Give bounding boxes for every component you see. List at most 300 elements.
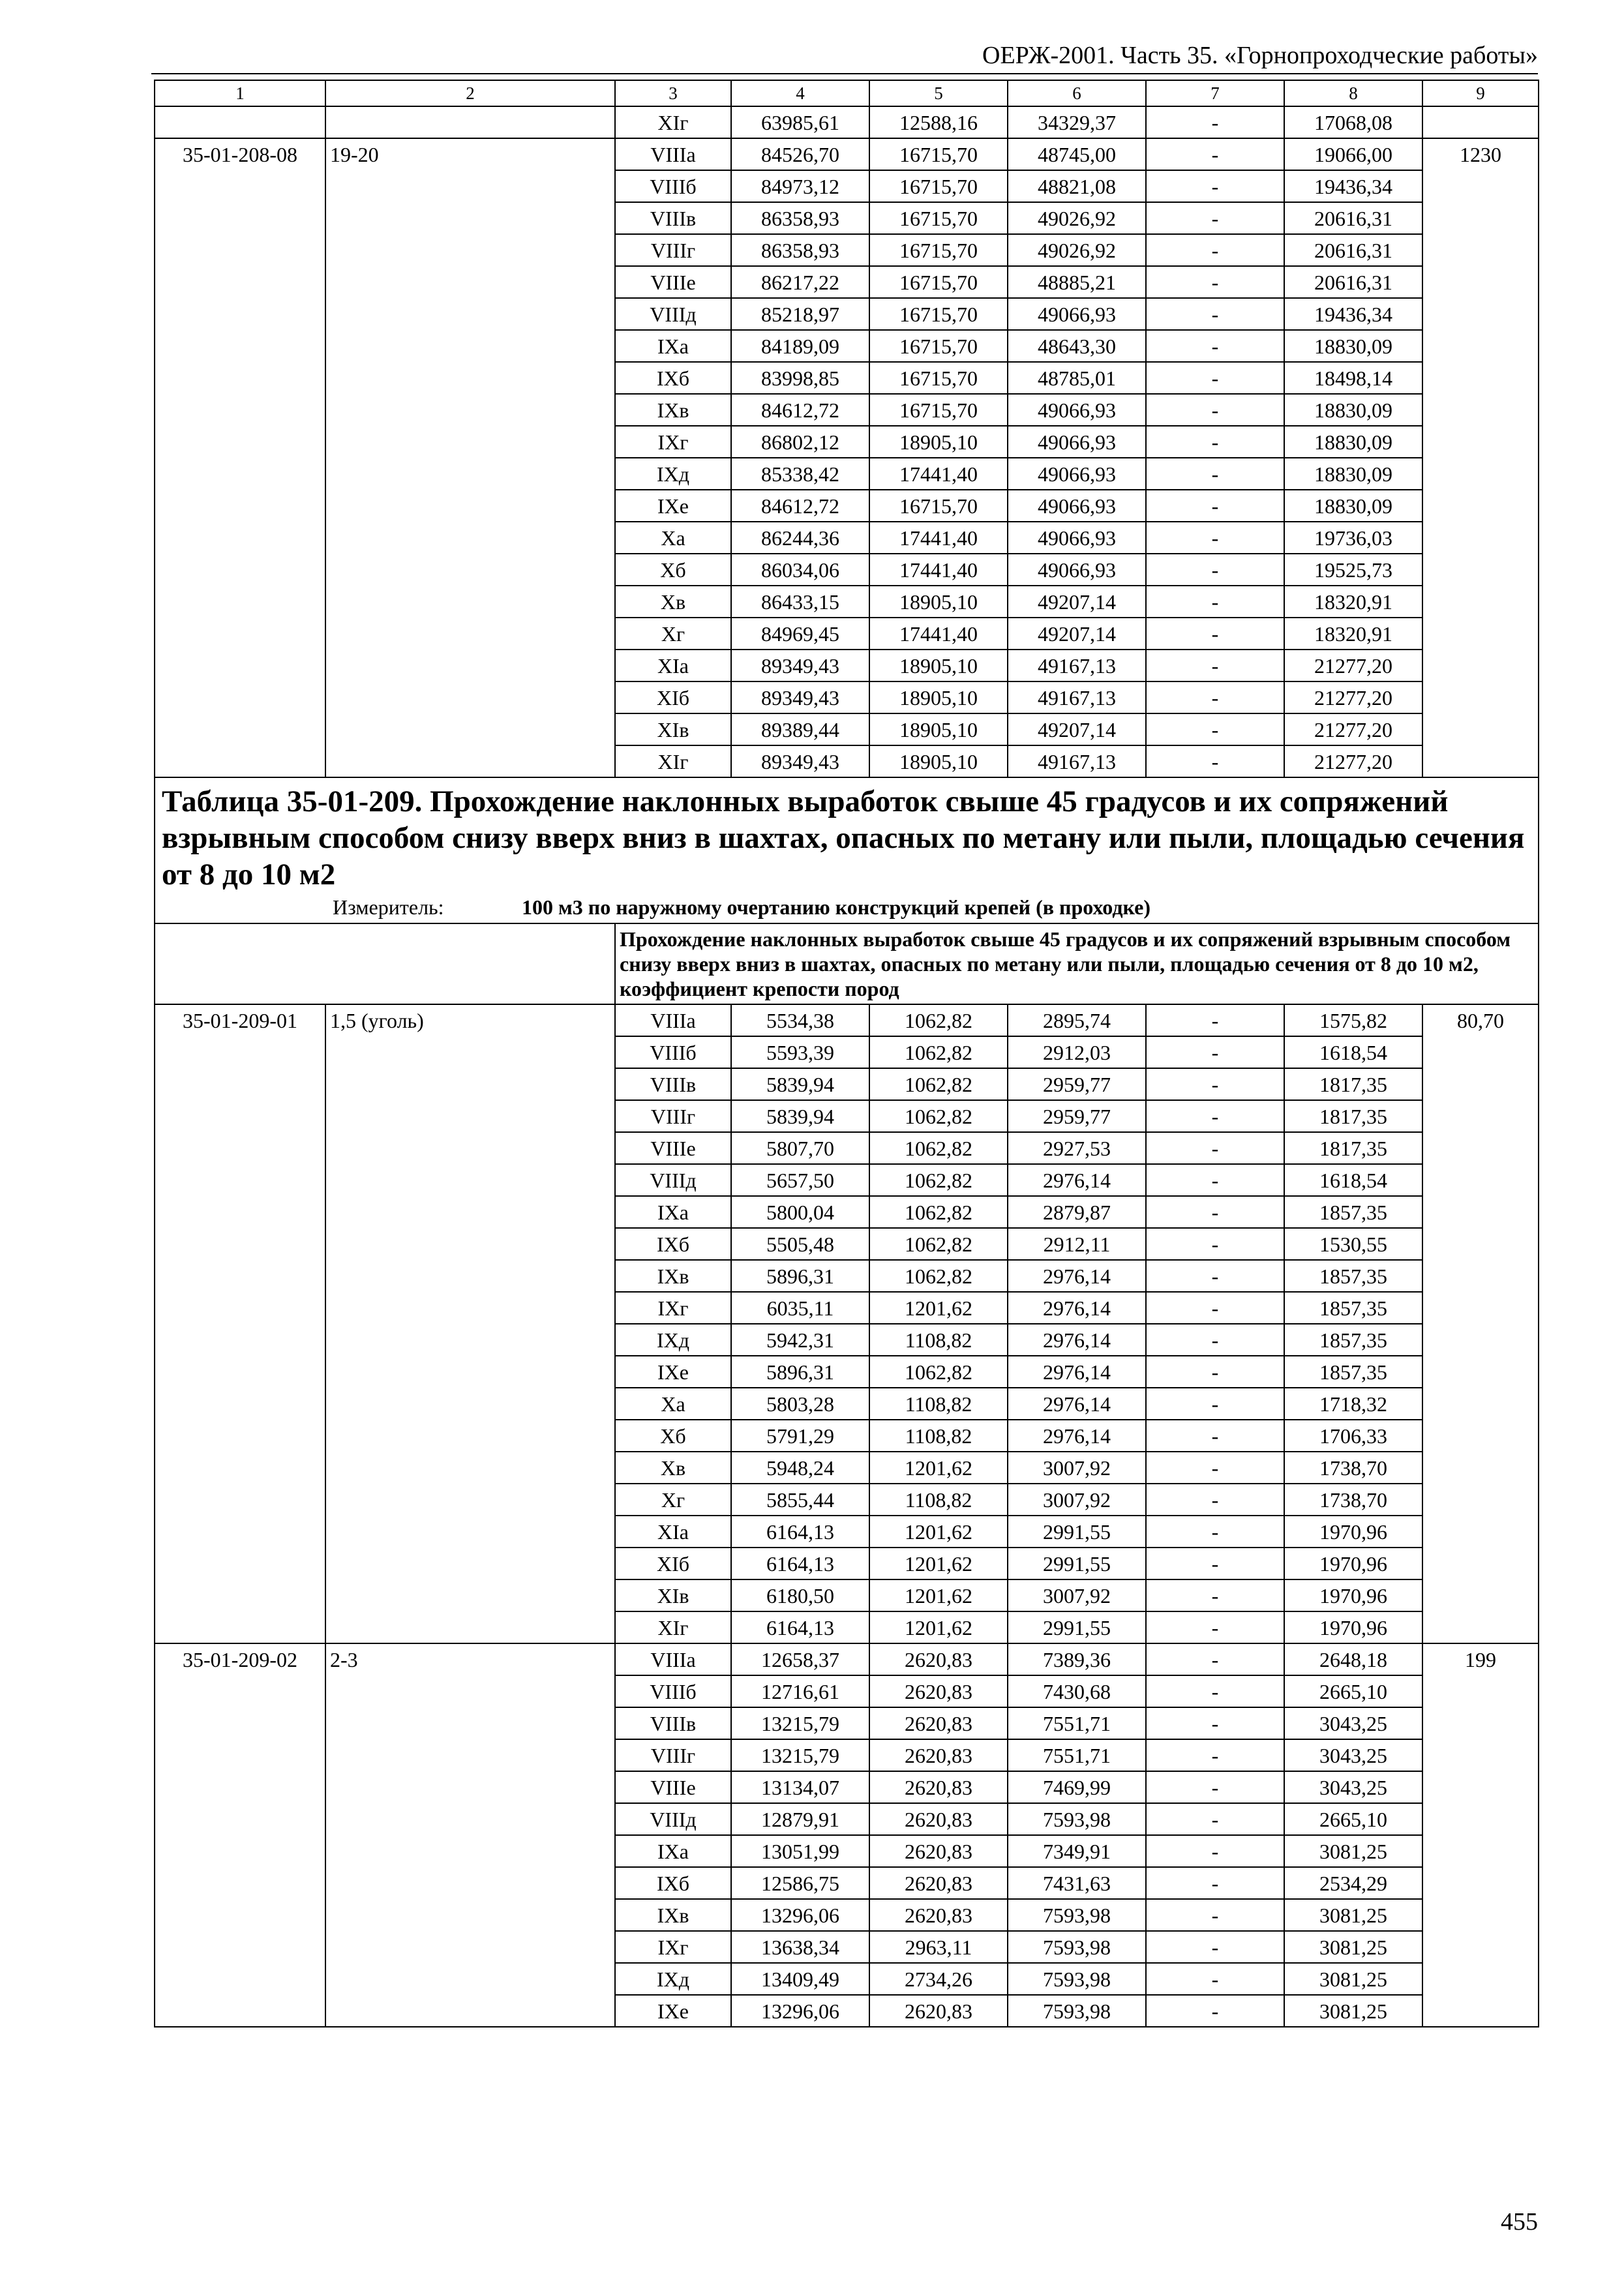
table-cell: 12716,61 [731,1675,869,1707]
table-cell: - [1146,298,1284,330]
table-cell: 2620,83 [869,1771,1008,1803]
column-9-value: 1230 [1422,138,1539,777]
table-cell: 48885,21 [1008,266,1146,298]
table-cell: - [1146,1228,1284,1260]
table-cell: IXе [615,1995,731,2027]
table-cell: 5657,50 [731,1164,869,1196]
table-cell: 84973,12 [731,170,869,202]
table-cell: - [1146,458,1284,490]
table-cell: 49066,93 [1008,458,1146,490]
table-cell: 1062,82 [869,1164,1008,1196]
table-cell: 16715,70 [869,234,1008,266]
table-cell: VIIIд [615,1164,731,1196]
column-number: 8 [1284,80,1422,106]
table-cell: - [1146,394,1284,426]
table-cell: 1108,82 [869,1420,1008,1452]
table-cell: 1817,35 [1284,1132,1422,1164]
table-cell: 2620,83 [869,1867,1008,1899]
table-cell: 16715,70 [869,202,1008,234]
table-row [155,106,1539,138]
table-cell: - [1146,362,1284,394]
table-cell: 21277,20 [1284,681,1422,713]
table-cell: - [1146,330,1284,362]
table-cell: - [1146,681,1284,713]
table-cell: 13296,06 [731,1995,869,2027]
table-cell: - [1146,1196,1284,1228]
table-cell: 1201,62 [869,1548,1008,1579]
table-cell: 16715,70 [869,138,1008,170]
table-cell: XIб [615,681,731,713]
column-number: 9 [1422,80,1539,106]
table-cell: 13215,79 [731,1707,869,1739]
table-cell: 6164,13 [731,1516,869,1548]
table-cell: 16715,70 [869,394,1008,426]
table-cell: 16715,70 [869,298,1008,330]
table-cell: 20616,31 [1284,266,1422,298]
table-cell: 1108,82 [869,1388,1008,1420]
table-cell: 19736,03 [1284,522,1422,554]
table-cell: 1062,82 [869,1356,1008,1388]
table-cell: IXд [615,458,731,490]
table-cell: 1062,82 [869,1260,1008,1292]
table-cell: Xб [615,1420,731,1452]
table-cell: 2963,11 [869,1931,1008,1963]
empty-cell [325,106,615,138]
table-cell: 19436,34 [1284,298,1422,330]
table-cell: 1530,55 [1284,1228,1422,1260]
table-cell: 49167,13 [1008,650,1146,681]
table-cell: - [1146,650,1284,681]
table-cell: VIIIд [615,1803,731,1835]
table-cell: - [1146,1963,1284,1995]
rate-code: 35-01-209-02 [155,1643,325,2027]
table-cell: 20616,31 [1284,202,1422,234]
table-cell: 86358,93 [731,202,869,234]
table-cell: 18905,10 [869,745,1008,777]
table-cell: 2620,83 [869,1803,1008,1835]
table-cell: Xб [615,554,731,586]
table-cell: 7593,98 [1008,1995,1146,2027]
table-cell: 18498,14 [1284,362,1422,394]
table-cell: Xг [615,1484,731,1516]
table-cell: 1718,32 [1284,1388,1422,1420]
table-cell: 18320,91 [1284,618,1422,650]
table-cell: - [1146,1164,1284,1196]
table-cell: 6164,13 [731,1611,869,1643]
table-cell: 2620,83 [869,1643,1008,1675]
table-cell: - [1146,1260,1284,1292]
table-cell: XIб [615,1548,731,1579]
table-cell: 6035,11 [731,1292,869,1324]
table-cell: IXг [615,1931,731,1963]
table-cell: VIIIе [615,1132,731,1164]
table-cell: 5942,31 [731,1324,869,1356]
table-cell: IXв [615,1899,731,1931]
table-cell: 6180,50 [731,1579,869,1611]
table-cell: 2648,18 [1284,1643,1422,1675]
table-cell: VIIIе [615,1771,731,1803]
table-cell: XIа [615,650,731,681]
table-cell: 2620,83 [869,1835,1008,1867]
table-cell: 7551,71 [1008,1707,1146,1739]
table-cell: 18830,09 [1284,490,1422,522]
table-cell: 84189,09 [731,330,869,362]
rate-code: 35-01-208-08 [155,138,325,777]
table-cell: 1062,82 [869,1036,1008,1068]
table-cell: 83998,85 [731,362,869,394]
table-cell: 7551,71 [1008,1739,1146,1771]
table-cell: 1201,62 [869,1292,1008,1324]
table-cell: 2620,83 [869,1899,1008,1931]
table-cell: 49066,93 [1008,554,1146,586]
table-cell: IXа [615,1835,731,1867]
table-cell: IXг [615,1292,731,1324]
table-row [155,1004,1539,1036]
table-cell: 5803,28 [731,1388,869,1420]
table-cell: 2665,10 [1284,1803,1422,1835]
table-cell: 1857,35 [1284,1356,1422,1388]
table-cell: - [1146,106,1284,138]
table-cell: 21277,20 [1284,650,1422,681]
table-cell: 1970,96 [1284,1611,1422,1643]
table-cell: - [1146,1356,1284,1388]
table-cell: 1857,35 [1284,1260,1422,1292]
table-cell: XIг [615,106,731,138]
table-cell: 1108,82 [869,1484,1008,1516]
table-cell: 18320,91 [1284,586,1422,618]
table-cell: 49066,93 [1008,490,1146,522]
table-cell: - [1146,1452,1284,1484]
table-cell: 16715,70 [869,266,1008,298]
table-cell: 1062,82 [869,1004,1008,1036]
table-cell: 13134,07 [731,1771,869,1803]
table-cell: 1108,82 [869,1324,1008,1356]
table-cell: 2620,83 [869,1739,1008,1771]
rate-code: 35-01-209-01 [155,1004,325,1643]
table-cell: IXб [615,1867,731,1899]
table-cell: 1062,82 [869,1132,1008,1164]
table-cell: 49026,92 [1008,202,1146,234]
table-cell: 1970,96 [1284,1548,1422,1579]
page-number: 455 [1501,2208,1538,2236]
table-cell: 21277,20 [1284,745,1422,777]
table-cell: 3081,25 [1284,1835,1422,1867]
table-cell: 1970,96 [1284,1516,1422,1548]
table-cell: VIIIв [615,1068,731,1100]
table-cell: 49167,13 [1008,745,1146,777]
table-cell: IXб [615,362,731,394]
table-cell: 18830,09 [1284,394,1422,426]
table-cell: - [1146,554,1284,586]
table-cell: 19066,00 [1284,138,1422,170]
table-cell: 3043,25 [1284,1707,1422,1739]
table-cell: 48821,08 [1008,170,1146,202]
table-cell: - [1146,234,1284,266]
table-cell: 2959,77 [1008,1100,1146,1132]
table-cell: - [1146,1995,1284,2027]
table-cell: - [1146,1388,1284,1420]
table-cell: IXе [615,1356,731,1388]
table-cell: 2912,11 [1008,1228,1146,1260]
table-cell: 5800,04 [731,1196,869,1228]
column-9-value: 199 [1422,1643,1539,2027]
table-title: Таблица 35-01-209. Прохождение наклонных выработок свыше 45 градусов и их сопряжений взрывным способом снизу вверх вниз в шахтах, опасных по метану или пыли, площадью сечения от 8 до 10 м2 [162,785,1525,891]
table-cell: 84612,72 [731,490,869,522]
measure-label: Измеритель: [333,895,444,919]
table-cell: 7431,63 [1008,1867,1146,1899]
table-cell: - [1146,1931,1284,1963]
table-cell: - [1146,1420,1284,1452]
table-cell: - [1146,1675,1284,1707]
table-cell: XIв [615,713,731,745]
empty-cell [155,923,615,1004]
table-cell: 1062,82 [869,1228,1008,1260]
table-cell: 1738,70 [1284,1452,1422,1484]
table-cell: 2665,10 [1284,1675,1422,1707]
table-cell: Xа [615,1388,731,1420]
table-cell: XIг [615,745,731,777]
measure-value: 100 м3 по наружному очертанию конструкций крепей (в проходке) [522,895,1151,919]
table-cell: 18905,10 [869,586,1008,618]
subtitle-row [155,923,1539,1004]
table-cell: 86217,22 [731,266,869,298]
table-cell: VIIIг [615,234,731,266]
table-cell: - [1146,745,1284,777]
table-cell: 5807,70 [731,1132,869,1164]
table-cell: 2991,55 [1008,1548,1146,1579]
table-cell: - [1146,1899,1284,1931]
table-cell: 2991,55 [1008,1611,1146,1643]
table-cell: - [1146,1739,1284,1771]
table-cell: 49207,14 [1008,618,1146,650]
table-cell: - [1146,1707,1284,1739]
table-cell: 49026,92 [1008,234,1146,266]
table-cell: 3081,25 [1284,1899,1422,1931]
table-cell: 7593,98 [1008,1931,1146,1963]
table-cell: VIIIв [615,1707,731,1739]
table-cell: - [1146,1611,1284,1643]
table-cell: IXб [615,1228,731,1260]
table-cell: 2912,03 [1008,1036,1146,1068]
table-cell: 5948,24 [731,1452,869,1484]
table-cell: 3007,92 [1008,1579,1146,1611]
table-cell: 7430,68 [1008,1675,1146,1707]
table-cell: 12588,16 [869,106,1008,138]
table-cell: 2734,26 [869,1963,1008,1995]
table-cell: 2620,83 [869,1995,1008,2027]
table-cell: - [1146,1036,1284,1068]
table-cell: 49207,14 [1008,586,1146,618]
table-title-row [155,777,1539,923]
table-cell: IXа [615,330,731,362]
running-header: ОЕРЖ-2001. Часть 35. «Горнопроходческие работы» [982,42,1538,69]
table-cell: - [1146,1100,1284,1132]
table-cell: - [1146,1643,1284,1675]
table-cell: 16715,70 [869,362,1008,394]
table-cell: 1201,62 [869,1579,1008,1611]
table-cell: 1618,54 [1284,1164,1422,1196]
table-cell: 3081,25 [1284,1931,1422,1963]
table-cell: 84526,70 [731,138,869,170]
table-cell: 1857,35 [1284,1292,1422,1324]
table-cell: IXг [615,426,731,458]
table-cell: 17068,08 [1284,106,1422,138]
table-cell: - [1146,1548,1284,1579]
table-cell: - [1146,1835,1284,1867]
table-cell: 1062,82 [869,1068,1008,1100]
table-cell: - [1146,202,1284,234]
table-cell: - [1146,1484,1284,1516]
table-cell: - [1146,713,1284,745]
table-cell: 49207,14 [1008,713,1146,745]
table-cell: 85338,42 [731,458,869,490]
table-cell: 21277,20 [1284,713,1422,745]
table-cell: - [1146,490,1284,522]
table-cell: IXа [615,1196,731,1228]
table-cell: 2976,14 [1008,1292,1146,1324]
table-cell: 48745,00 [1008,138,1146,170]
table-cell: 84612,72 [731,394,869,426]
table-cell: 86358,93 [731,234,869,266]
table-cell: - [1146,1324,1284,1356]
table-cell: 13296,06 [731,1899,869,1931]
table-cell: 1618,54 [1284,1036,1422,1068]
rates-table [154,80,1539,2027]
table-cell: VIIIд [615,298,731,330]
table-cell: 13215,79 [731,1739,869,1771]
rock-hardness: 2-3 [325,1643,615,2027]
table-cell: 20616,31 [1284,234,1422,266]
table-cell: - [1146,266,1284,298]
table-cell: 2620,83 [869,1675,1008,1707]
table-cell: - [1146,426,1284,458]
table-cell: 3007,92 [1008,1452,1146,1484]
table-cell: 19525,73 [1284,554,1422,586]
table-cell: 17441,40 [869,522,1008,554]
table-cell: 48785,01 [1008,362,1146,394]
table-cell: IXд [615,1963,731,1995]
table-cell: 1201,62 [869,1611,1008,1643]
table-cell: 86244,36 [731,522,869,554]
table-row [155,138,1539,170]
table-cell: - [1146,1771,1284,1803]
table-cell: 1738,70 [1284,1484,1422,1516]
table-cell: 7349,91 [1008,1835,1146,1867]
table-cell: 89349,43 [731,745,869,777]
table-cell: 49066,93 [1008,522,1146,554]
measure-row [162,894,1531,920]
table-cell: - [1146,1803,1284,1835]
column-number: 2 [325,80,615,106]
table-cell: 1857,35 [1284,1324,1422,1356]
table-cell: 5791,29 [731,1420,869,1452]
table-cell: 5839,94 [731,1068,869,1100]
table-cell: 86802,12 [731,426,869,458]
table-cell: 7389,36 [1008,1643,1146,1675]
table-cell: Xв [615,1452,731,1484]
table-cell: 18905,10 [869,650,1008,681]
table-title-cell [155,777,1539,923]
table-cell: 2976,14 [1008,1260,1146,1292]
column-number: 7 [1146,80,1284,106]
rock-hardness: 1,5 (уголь) [325,1004,615,1643]
table-cell: 5855,44 [731,1484,869,1516]
table-cell: 34329,37 [1008,106,1146,138]
table-cell: 3007,92 [1008,1484,1146,1516]
table-cell: 1817,35 [1284,1100,1422,1132]
table-cell: IXв [615,394,731,426]
table-row [155,1643,1539,1675]
table-cell: 2976,14 [1008,1324,1146,1356]
table-cell: 6164,13 [731,1548,869,1579]
table-cell: 12586,75 [731,1867,869,1899]
column-number: 3 [615,80,731,106]
table-cell: 86034,06 [731,554,869,586]
table-cell: 3081,25 [1284,1995,1422,2027]
table-cell: 13409,49 [731,1963,869,1995]
table-cell: 1970,96 [1284,1579,1422,1611]
table-cell: 2620,83 [869,1707,1008,1739]
table-cell: 1857,35 [1284,1196,1422,1228]
table-cell: 5896,31 [731,1260,869,1292]
table-cell: Xг [615,618,731,650]
table-cell: IXе [615,490,731,522]
table-cell: - [1146,1867,1284,1899]
table-cell: 3081,25 [1284,1963,1422,1995]
table-subtitle: Прохождение наклонных выработок свыше 45 градусов и их сопряжений взрывным способом снизу вверх вниз в шахтах, опасных по метану или пыли, площадью сечения от 8 до 10 м2, коэффициент крепости пород [615,923,1539,1004]
table-cell: 63985,61 [731,106,869,138]
table-cell: 89349,43 [731,650,869,681]
table-cell: - [1146,586,1284,618]
table-cell: 7593,98 [1008,1963,1146,1995]
table-cell: Xв [615,586,731,618]
column-9-value: 80,70 [1422,1004,1539,1643]
table-cell: 12658,37 [731,1643,869,1675]
table-cell: 18905,10 [869,681,1008,713]
table-cell: 7593,98 [1008,1899,1146,1931]
table-cell: 1817,35 [1284,1068,1422,1100]
table-cell: 2927,53 [1008,1132,1146,1164]
table-cell: VIIIб [615,170,731,202]
table-cell: 3043,25 [1284,1739,1422,1771]
table-cell: 7469,99 [1008,1771,1146,1803]
table-cell: 2976,14 [1008,1356,1146,1388]
table-cell: 13638,34 [731,1931,869,1963]
table-cell: 18905,10 [869,426,1008,458]
table-cell: 49066,93 [1008,394,1146,426]
table-cell: 16715,70 [869,170,1008,202]
table-cell: 86433,15 [731,586,869,618]
table-cell: 13051,99 [731,1835,869,1867]
table-cell: - [1146,1579,1284,1611]
empty-cell [155,106,325,138]
table-cell: 18905,10 [869,713,1008,745]
table-cell: 49167,13 [1008,681,1146,713]
table-cell: 1575,82 [1284,1004,1422,1036]
table-cell: 17441,40 [869,554,1008,586]
table-cell: 18830,09 [1284,330,1422,362]
table-cell: - [1146,170,1284,202]
table-cell: - [1146,1292,1284,1324]
table-cell: XIа [615,1516,731,1548]
column-number: 6 [1008,80,1146,106]
table-cell: 89389,44 [731,713,869,745]
table-cell: 19436,34 [1284,170,1422,202]
table-cell: VIIIб [615,1036,731,1068]
table-cell: VIIIа [615,138,731,170]
table-cell: - [1146,1068,1284,1100]
rock-hardness: 19-20 [325,138,615,777]
